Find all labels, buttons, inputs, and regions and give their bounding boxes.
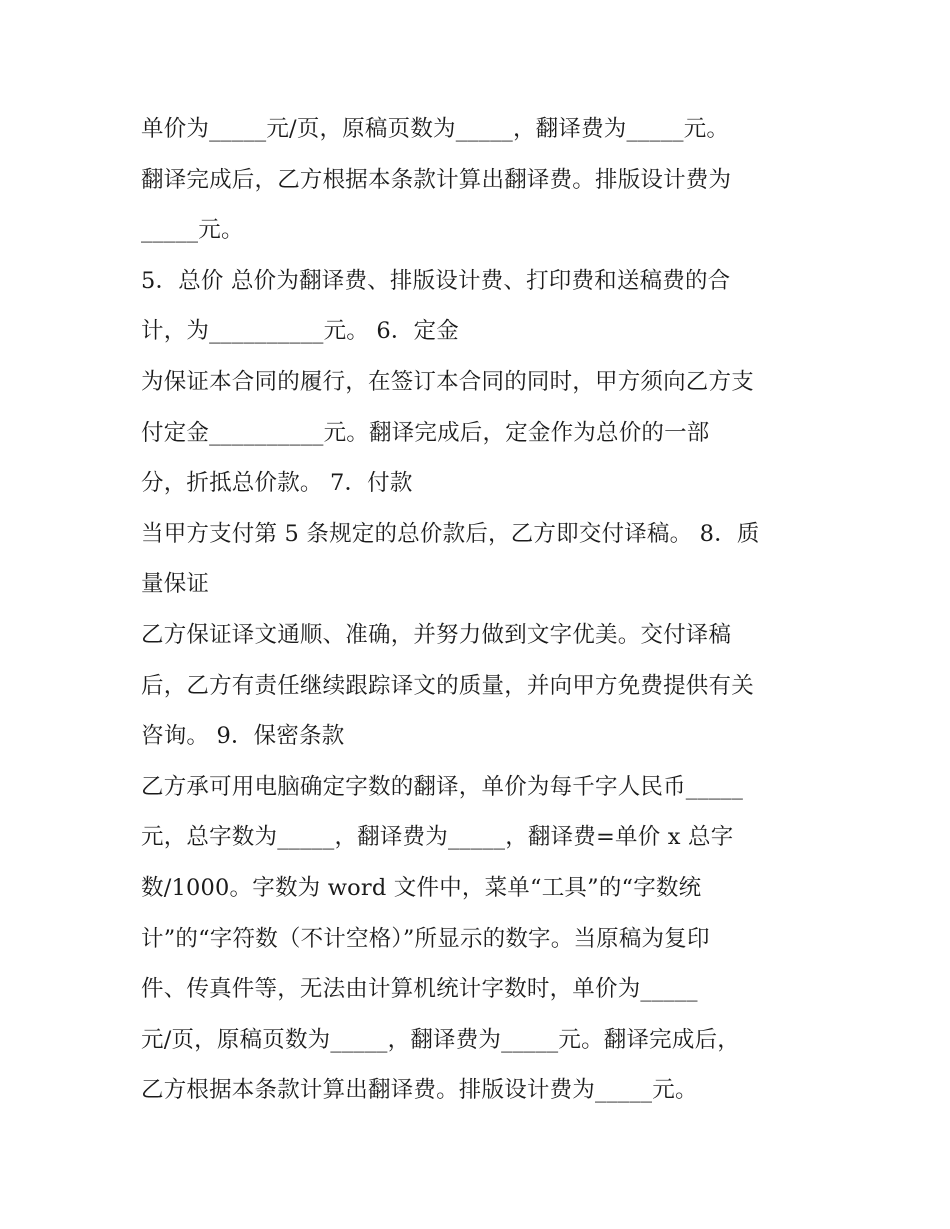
- text-line: 当甲方支付第 5 条规定的总价款后，乙方即交付译稿。 8．质: [141, 520, 760, 547]
- text-line: 数/1000。字数为 word 文件中，菜单“工具”的“字数统: [141, 874, 702, 901]
- text-line: 分，折抵总价款。 7．付款: [141, 470, 413, 497]
- text-line: 乙方承可用电脑确定字数的翻译，单价为每千字人民币_____: [141, 773, 744, 800]
- text-line: 乙方根据本条款计算出翻译费。排版设计费为_____元。: [141, 1077, 698, 1104]
- text-line: 单价为_____元/页，原稿页数为_____，翻译费为_____元。: [141, 116, 730, 142]
- text-line: 量保证: [141, 571, 210, 598]
- text-line: 元，总字数为_____，翻译费为_____，翻译费=单价 x 总字: [141, 824, 734, 851]
- text-line: 为保证本合同的履行，在签订本合同的同时，甲方须向乙方支: [141, 368, 754, 395]
- document-body: [141, 110, 831, 1122]
- text-line: 咨询。 9．保密条款: [141, 723, 345, 750]
- text-line: 后，乙方有责任继续跟踪译文的质量，并向甲方免费提供有关: [141, 672, 754, 699]
- text-line: 翻译完成后，乙方根据本条款计算出翻译费。排版设计费为: [141, 166, 732, 193]
- text-line: 5．总价 总价为翻译费、排版设计费、打印费和送稿费的合: [141, 267, 731, 294]
- text-line: 计，为__________元。 6．定金: [141, 318, 459, 345]
- text-line: 乙方保证译文通顺、准确，并努力做到文字优美。交付译稿: [141, 621, 732, 648]
- text-line: _____元。: [141, 217, 244, 244]
- text-line: 件、传真件等，无法由计算机统计字数时，单价为_____: [141, 976, 698, 1003]
- text-line: 计”的“字符数（不计空格）”所显示的数字。当原稿为复印: [141, 925, 710, 952]
- text-line: 元/页，原稿页数为_____，翻译费为_____元。翻译完成后，: [141, 1026, 740, 1053]
- text-line: 付定金__________元。翻译完成后，定金作为总价的一部: [141, 419, 710, 446]
